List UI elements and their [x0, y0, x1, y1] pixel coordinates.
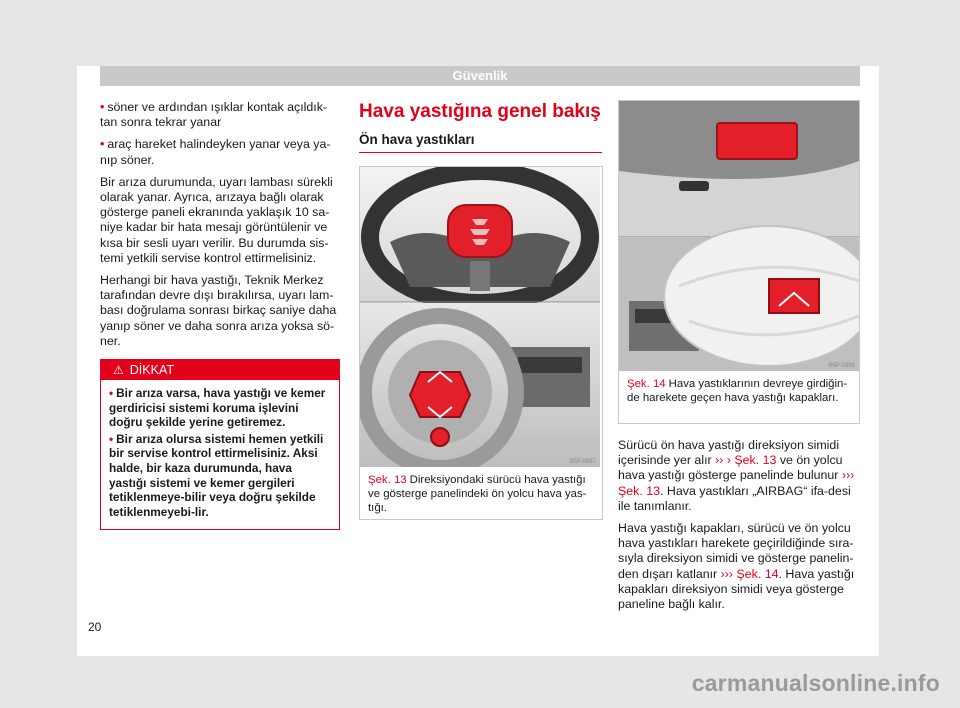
right-column-text [618, 438, 860, 619]
warning-triangle-icon: ⚠ [113, 363, 124, 378]
body-paragraph: Hava yastığı kapakları, sürücü ve ön yolcu hava yastıkları harekete geçirildiğinde sıra-sıyla direksiyon simidi ve gösterge panelin-den dışarı katlanır ››› Şek. 14. Hava yastığı kapakları direksiyon simidi veya gösterge paneline bağlı kalır. [618, 521, 855, 612]
section-header: Güvenlik [100, 66, 860, 86]
passenger-airbag-image [619, 101, 859, 371]
warning-header: ⚠ DİKKAT [101, 360, 339, 380]
figure-reference: ››› Şek. 14 [720, 566, 779, 581]
bullet-icon: • [109, 386, 114, 401]
figure-reference: ››› Şek. 13 [618, 468, 855, 498]
figure-13 [359, 166, 603, 520]
steering-wheel-image [360, 167, 600, 467]
warning-item: • Bir arıza olursa sistemi hemen yetkili bir servise kontrol ettirmelisiniz. Aksi halde, bir kaza durumunda, hava yastığı sistemi ve kemer gergileri tetiklenmeye-bilir veya doğru şekilde tetiklenmeyebi-lir. [109, 431, 324, 519]
figure-code: B5P-0967 [569, 459, 596, 465]
warning-body [101, 380, 339, 529]
bullet-item: • araç hareket halindeyken yanar veya ya-nıp söner. [100, 137, 331, 167]
bullet-icon: • [109, 431, 114, 446]
body-paragraph: Sürücü ön hava yastığı direksiyon simidi içerisinde yer alır ›› › Şek. 13 ve ön yolcu hava yastığı gösterge panelinde bulunur ››› Şek. 13. Hava yastıkları „AIRBAG“ ifa-desi ile tanımlanır. [618, 438, 855, 513]
section-title: Hava yastığına genel bakış [359, 101, 601, 122]
body-paragraph: Bir arıza durumunda, uyarı lambası sürekli olarak yanar. Ayrıca, arızaya bağlı olarak gösterge paneli ekranında yaklaşık 10 sa-niye kadar bir hata mesajı görüntülenir ve kısa bir sesli uyarı verilir. Bu durumda sis-temi yetkili servise kontrol ettirmelisiniz. [100, 174, 333, 265]
left-column [100, 100, 340, 530]
bullet-item: • söner ve ardından ışıklar kontak açıldık-tan sonra tekrar yanar [100, 100, 328, 130]
section-subtitle: Ön hava yastıkları [359, 132, 602, 153]
page-number: 20 [88, 620, 102, 634]
figure-label: Şek. 13 [368, 474, 407, 486]
figure-caption: Şek. 13 Direksiyondaki sürücü hava yastığı ve gösterge panelindeki ön yolcu hava yas-tığı. [368, 474, 587, 514]
figure-caption: Şek. 14 Hava yastıklarının devreye girdiğin-de harekete geçen hava yastığı kapakları. [627, 378, 848, 404]
warning-box [100, 359, 340, 530]
figure-label: Şek. 14 [627, 378, 666, 390]
middle-column [359, 100, 602, 153]
figure-code: B5P-0968 [828, 363, 855, 369]
watermark: carmanualsonline.info [691, 670, 940, 696]
figure-reference: ›› › Şek. 13 [715, 453, 777, 468]
warning-item: • Bir arıza varsa, hava yastığı ve kemer gerdiricisi sistemi koruma işlevini doğru şekilde yerine getiremez. [109, 386, 326, 430]
bullet-icon: • [100, 137, 105, 152]
bullet-icon: • [100, 100, 105, 114]
body-paragraph: Herhangi bir hava yastığı, Teknik Merkez tarafından devre dışı bırakılırsa, uyarı lam-bası doğrulama sonrası birkaç saniye daha yanıp söner ve daha sonra arıza yoksa sö-ner. [100, 273, 337, 348]
figure-14 [618, 100, 860, 424]
